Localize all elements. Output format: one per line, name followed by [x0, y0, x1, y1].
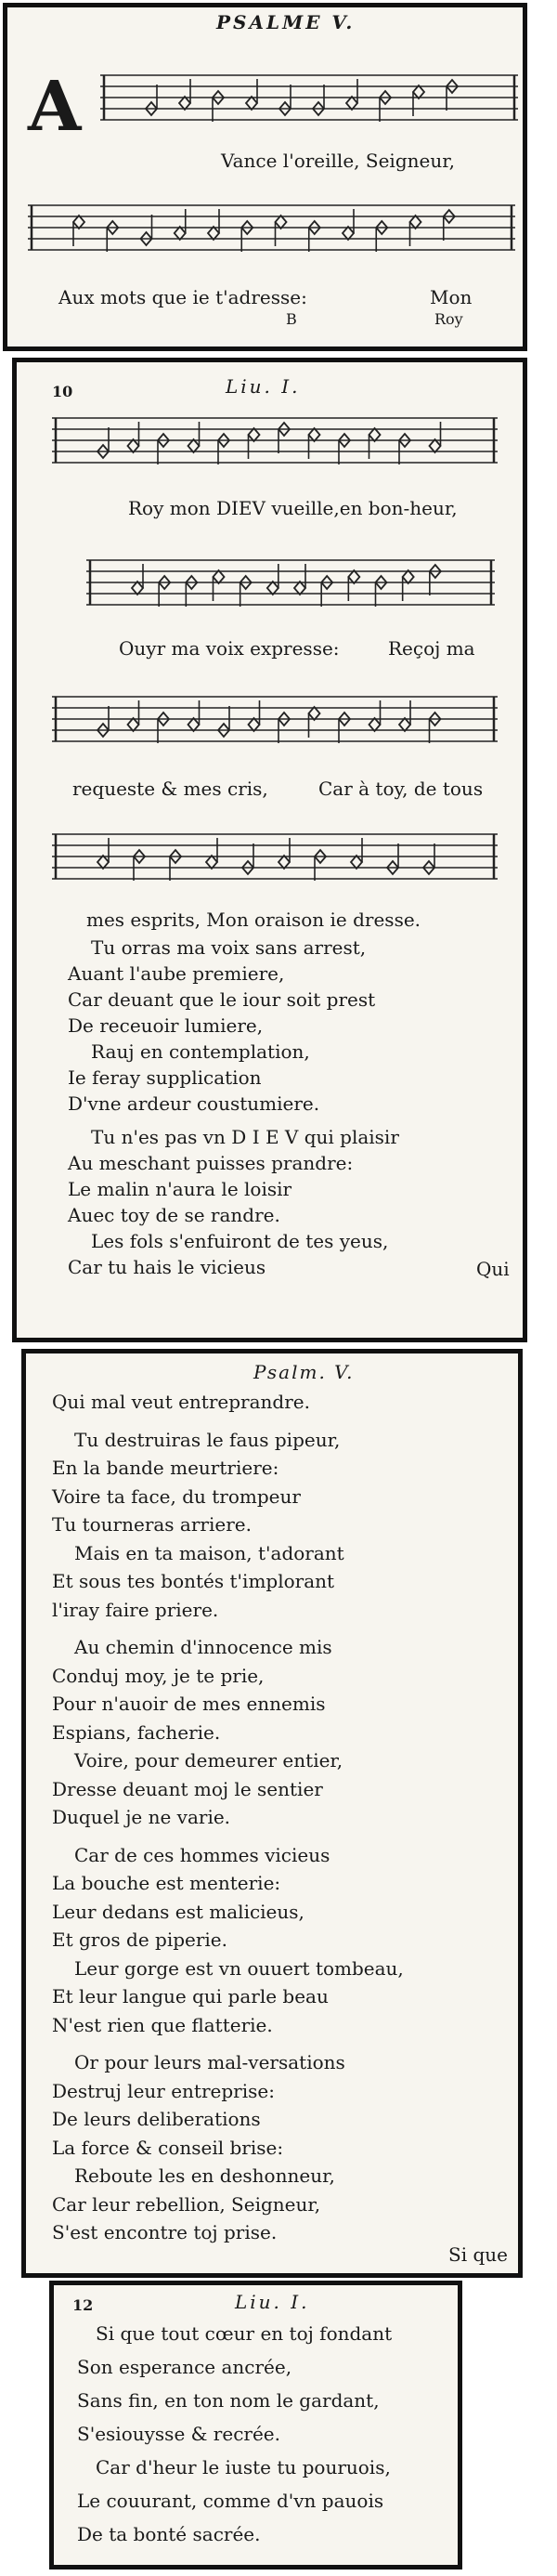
- note-mark: [380, 91, 391, 122]
- note-mark: [175, 209, 186, 240]
- note-mark: [315, 850, 326, 881]
- text-line: Son esperance ancrée,: [77, 2356, 292, 2378]
- text-line: Car leur rebellion, Seigneur,: [52, 2192, 321, 2216]
- text-line: Tu n'es pas vn D I E V qui plaisir: [91, 1126, 399, 1148]
- lyric-line-2a: Aux mots que ie t'adresse:: [58, 286, 307, 308]
- note-mark: [410, 216, 421, 246]
- text-line: Rauj en contemplation,: [91, 1040, 310, 1063]
- note-mark: [246, 79, 257, 110]
- note-mark: [213, 91, 224, 122]
- text-line: Auant l'aube premiere,: [68, 962, 285, 985]
- page-header: Liu. I.: [226, 375, 301, 398]
- lyric-line-3: Roy mon DIEV vueille,en bon-heur,: [128, 497, 458, 519]
- text-line: De leurs deliberations: [52, 2108, 261, 2130]
- music-staff-5: [52, 680, 498, 764]
- text-line: La bouche est menterie:: [52, 1872, 281, 1894]
- note-mark: [413, 85, 424, 116]
- note-mark: [346, 79, 357, 110]
- note-mark: [423, 843, 434, 874]
- lyric-line-2b: Mon: [430, 286, 473, 308]
- lyric-line-5b: Car à toy, de tous: [318, 778, 484, 800]
- note-mark: [158, 713, 169, 743]
- text-line: Sans fin, en ton nom le gardant,: [77, 2389, 380, 2412]
- note-mark: [132, 564, 143, 595]
- signature-mark: B: [286, 310, 297, 328]
- note-mark: [208, 209, 219, 240]
- text-line: Leur gorge est vn ouuert tombeau,: [74, 1956, 404, 1980]
- note-mark: [278, 838, 290, 869]
- page-header: Psalm. V.: [253, 1361, 355, 1383]
- text-line: Car tu hais le vicieus: [68, 1256, 266, 1278]
- text-line: Car de ces hommes vicieus: [74, 1843, 330, 1866]
- note-mark: [240, 576, 252, 607]
- text-line: S'esiouysse & recrée.: [77, 2423, 280, 2445]
- music-staff-3: [52, 401, 498, 485]
- note-mark: [278, 423, 290, 453]
- note-mark: [159, 576, 170, 607]
- text-line: Et gros de piperie.: [52, 1929, 228, 1951]
- text-line: Au meschant puisses prandre:: [68, 1152, 354, 1174]
- note-mark: [249, 428, 260, 459]
- text-line: Espians, facherie.: [52, 1720, 221, 1744]
- note-mark: [128, 422, 139, 452]
- note-mark: [188, 700, 200, 731]
- lyric-line-1: Vance l'oreille, Seigneur,: [221, 150, 455, 172]
- note-mark: [141, 215, 152, 245]
- note-mark: [134, 850, 145, 881]
- music-staff-4: [86, 543, 495, 627]
- text-line: Tu destruiras le faus pipeur,: [74, 1428, 341, 1451]
- text-line: Qui mal veut entreprandre.: [52, 1391, 310, 1413]
- text-line: Le malin n'aura le loisir: [68, 1178, 292, 1200]
- text-line: Duquel je ne varie.: [52, 1806, 231, 1828]
- note-mark: [351, 838, 362, 869]
- note-mark: [278, 713, 290, 743]
- note-mark: [97, 706, 109, 737]
- note-mark: [242, 843, 253, 874]
- note-mark: [218, 434, 229, 464]
- text-line: Mais en ta maison, t'adorant: [74, 1541, 344, 1564]
- note-mark: [241, 221, 253, 252]
- note-mark: [279, 85, 291, 115]
- text-line: Car deuant que le iour soit prest: [68, 988, 376, 1011]
- note-mark: [321, 576, 332, 607]
- note-mark: [430, 422, 441, 452]
- catchword: Si que: [448, 2243, 508, 2266]
- lyric-line-5a: requeste & mes cris,: [72, 778, 268, 800]
- page-psalme-v-first: [3, 3, 527, 351]
- text-line: De receuoir lumiere,: [68, 1014, 264, 1037]
- text-line: Reboute les en deshonneur,: [74, 2164, 335, 2187]
- note-mark: [249, 700, 260, 731]
- text-line: l'iray faire priere.: [52, 1598, 219, 1621]
- text-line: Tu orras ma voix sans arrest,: [91, 936, 367, 959]
- note-mark: [97, 838, 109, 869]
- text-line: N'est rien que flatterie.: [52, 2013, 273, 2036]
- text-line: De ta bonté sacrée.: [77, 2523, 261, 2545]
- note-mark: [339, 713, 350, 743]
- text-line: Voire ta face, du trompeur: [52, 1484, 301, 1508]
- catchword: Qui: [476, 1258, 510, 1280]
- page-header: PSALME V.: [216, 11, 356, 33]
- note-mark: [206, 838, 217, 869]
- lyric-line-4b: Reçoj ma: [388, 637, 475, 660]
- note-mark: [369, 428, 381, 459]
- note-mark: [73, 216, 84, 246]
- note-mark: [348, 570, 359, 601]
- text-line: Et sous tes bontés t'implorant: [52, 1570, 335, 1592]
- page-psalm-v: [21, 1349, 523, 2278]
- note-mark: [158, 434, 169, 464]
- text-line: Car d'heur le iuste tu pouruois,: [96, 2456, 391, 2478]
- note-mark: [313, 85, 324, 115]
- note-mark: [276, 216, 287, 246]
- page-liu-i-10: [12, 358, 527, 1342]
- page-number: 12: [72, 2296, 94, 2314]
- note-mark: [399, 700, 410, 731]
- note-mark: [186, 576, 197, 607]
- note-mark: [430, 713, 441, 743]
- note-mark: [294, 564, 305, 595]
- page-header: Liu. I.: [235, 2291, 310, 2313]
- text-line: Et leur langue qui parle beau: [52, 1985, 329, 2007]
- note-mark: [447, 80, 458, 111]
- text-line: Dresse deuant moj le sentier: [52, 1777, 323, 1800]
- note-mark: [444, 210, 455, 241]
- note-mark: [146, 85, 157, 115]
- note-mark: [218, 706, 229, 737]
- note-mark: [309, 707, 320, 738]
- text-line: Conduj moy, je te prie,: [52, 1664, 265, 1687]
- note-mark: [309, 428, 320, 459]
- text-line: Ie feray supplication: [68, 1066, 262, 1089]
- note-mark: [369, 700, 381, 731]
- music-staff-1: [100, 59, 518, 142]
- text-line: La force & conseil brise:: [52, 2136, 284, 2159]
- text-line: Tu tourneras arriere.: [52, 1513, 252, 1536]
- note-mark: [376, 221, 387, 252]
- note-mark: [399, 434, 410, 464]
- text-line: Pour n'auoir de mes ennemis: [52, 1693, 326, 1715]
- text-line: Le couurant, comme d'vn pauois: [77, 2490, 384, 2512]
- note-mark: [170, 850, 181, 881]
- note-mark: [214, 570, 225, 601]
- text-line: Au chemin d'innocence mis: [74, 1636, 332, 1658]
- note-mark: [430, 565, 441, 595]
- page-number: 10: [52, 383, 73, 400]
- text-line: Si que tout cœur en toj fondant: [96, 2322, 393, 2345]
- text-line: Leur dedans est malicieus,: [52, 1900, 304, 1923]
- text-line: Destruj leur entreprise:: [52, 2079, 275, 2102]
- lyric-line-4a: Ouyr ma voix expresse:: [119, 637, 340, 660]
- note-mark: [376, 576, 387, 607]
- initial-letter: A: [28, 67, 82, 147]
- catchword: Roy: [434, 310, 463, 328]
- note-mark: [343, 209, 354, 240]
- lyric-line-6: mes esprits, Mon oraison ie dresse.: [86, 909, 421, 931]
- note-mark: [403, 570, 414, 601]
- note-mark: [188, 422, 200, 452]
- note-mark: [179, 79, 190, 110]
- note-mark: [387, 843, 398, 874]
- text-line: Auec toy de se randre.: [68, 1204, 280, 1226]
- text-line: D'vne ardeur coustumiere.: [68, 1092, 320, 1115]
- note-mark: [107, 221, 118, 252]
- note-mark: [267, 564, 278, 595]
- music-staff-2: [28, 189, 515, 272]
- note-mark: [97, 427, 109, 458]
- note-mark: [339, 434, 350, 464]
- text-line: S'est encontre toj prise.: [52, 2221, 278, 2243]
- text-line: Les fols s'enfuiront de tes yeus,: [91, 1230, 389, 1252]
- music-staff-6: [52, 817, 498, 901]
- text-line: Voire, pour demeurer entier,: [74, 1749, 343, 1772]
- note-mark: [128, 700, 139, 731]
- page-liu-i-12: [49, 2281, 462, 2569]
- note-mark: [309, 221, 320, 252]
- text-line: En la bande meurtriere:: [52, 1457, 279, 1479]
- text-line: Or pour leurs mal-versations: [74, 2051, 345, 2073]
